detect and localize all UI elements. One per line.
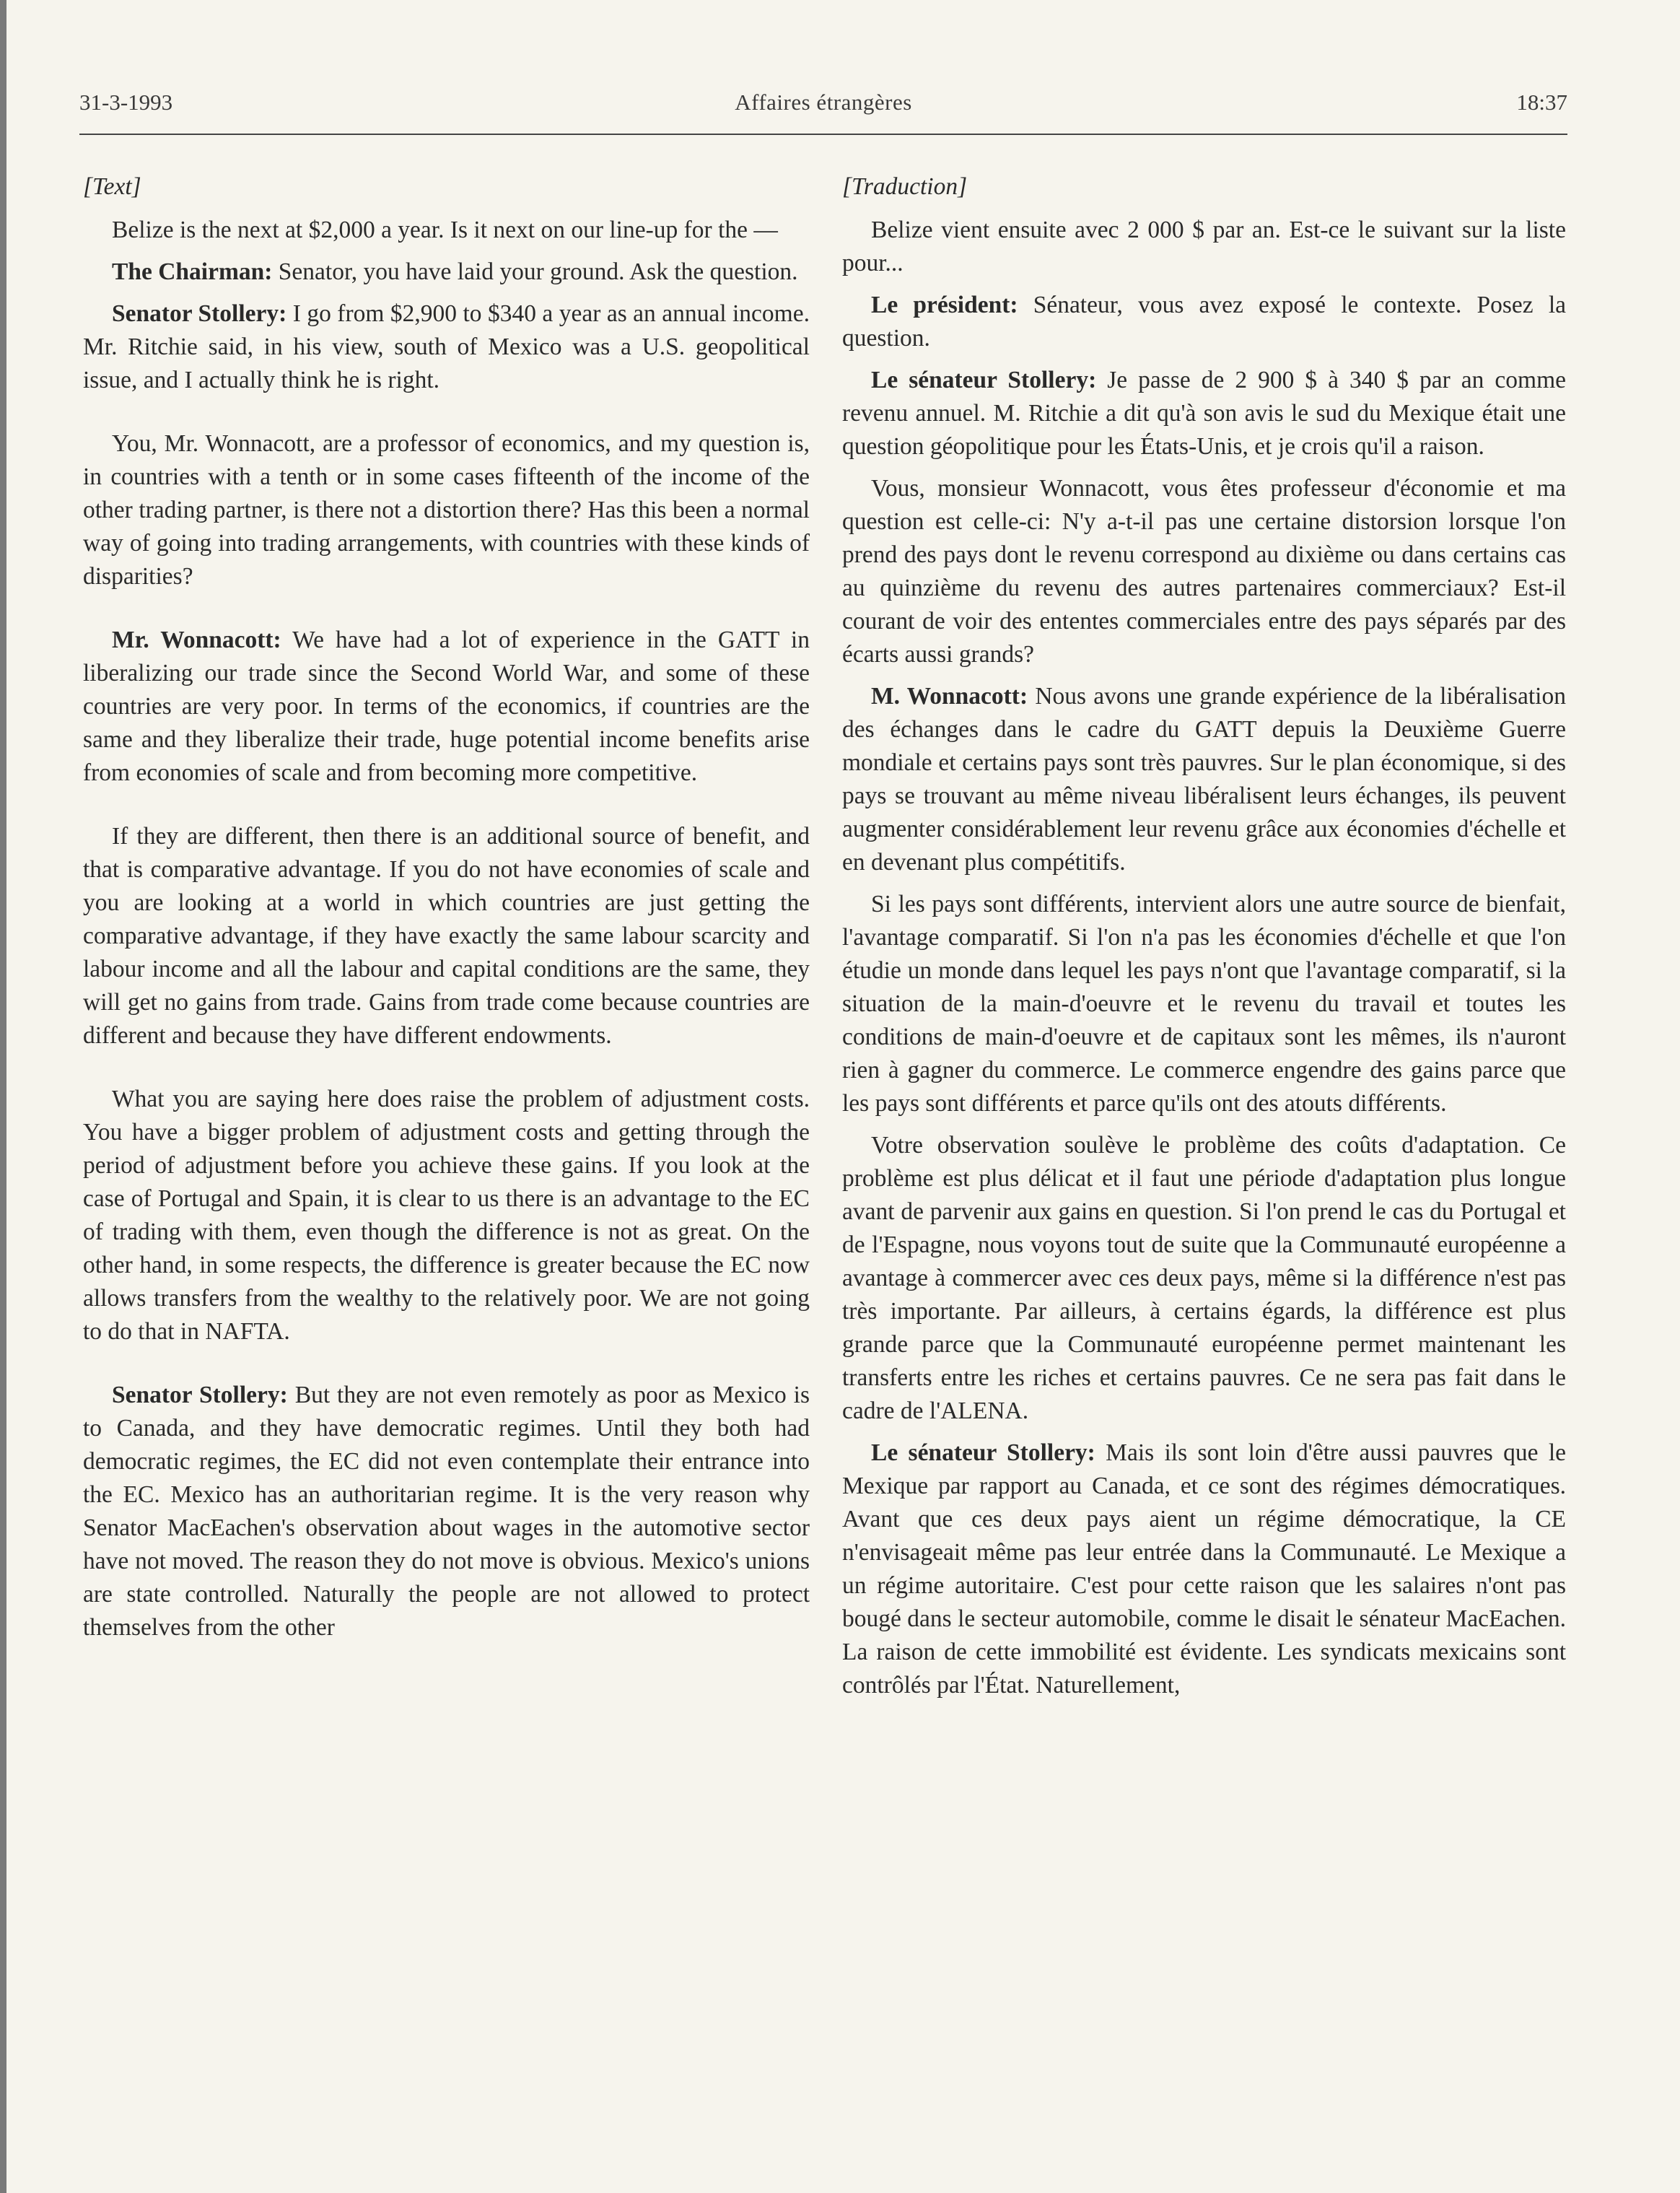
paragraph-text: Je passe de 2 900 $ à 340 $ par an comme revenu annuel. M. Ritchie a dit qu'à son avis le sud du Mexique était une question géopolitique pour les États-Unis, et je crois qu'il a raison. [842,367,1567,460]
speaker-name: Senator Stollery: [112,1382,288,1408]
paragraph-text: Senator, you have laid your ground. Ask the question. [278,258,798,285]
paragraph [83,214,810,247]
paragraph-text: But they are not even remotely as poor as Mexico is to Canada, and they have democratic regimes. Until they both had democratic regimes, the EC did not even contemplate their entrance into the EC. Mexico has an authoritarian regime. It is the very reason why Senator MacEachen's observation about wages in the automotive sector have not moved. The reason they do not move is obvious. Mexico's unions are state controlled. Naturally the people are not allowed to protect themselves from the other [83,1382,810,1641]
paragraph [842,680,1566,879]
paragraph-text: You, Mr. Wonnacott, are a professor of economics, and my question is, in countries with a tenth or in some cases fifteenth of the income of the other trading partner, is there not a distortion there? Has this been a normal way of going into trading arrangements, with countries with these kinds of disparities? [83,430,810,590]
paragraph-text: Vous, monsieur Wonnacott, vous êtes professeur d'économie et ma question est celle-ci: N'y a-t-il pas une certaine distorsion lorsque l'on prend des pays dont le revenu correspond au dixième ou dans certains cas au quinzième du revenu des autres partenaires commerciaux? Est-il courant de voir des ententes commerciales entre des pays séparés par des écarts aussi grands? [842,475,1566,668]
header-date: 31-3-1993 [79,90,173,115]
paragraph-text: We have had a lot of experience in the GATT in liberalizing our trade since the Second World War, and some of these countries are very poor. In terms of the economics, if countries are the same and they liberalize their trade, huge potential income benefits arise from economies of scale and from becoming more competitive. [83,627,810,786]
paragraph-text: Nous avons une grande expérience de la libéralisation des échanges dans le cadre du GATT depuis la Deuxième Guerre mondiale et certains pays sont très pauvres. Sur le plan économique, si des pays se trouvant au même niveau libéralisent leurs échanges, ils peuvent augmenter considérablement leur revenu grâce aux économies d'échelle et en devenant plus compétitifs. [842,683,1566,876]
header-rule [79,134,1567,135]
paragraph-text: Belize is the next at $2,000 a year. Is it next on our line-up for the — [112,217,778,243]
paragraph-text: If they are different, then there is an additional source of benefit, and that is comparative advantage. If you do not have economies of scale and you are looking at a world in which countries are just getting the comparative advantage, if they have exactly the same labour scarcity and labour income and all the labour and capital conditions are the same, they will get no gains from trade. Gains from trade come because countries are different and because they have different endowments. [83,823,810,1049]
paragraph-text: What you are saying here does raise the problem of adjustment costs. You have a bigger problem of adjustment costs and getting through the period of adjustment before you achieve these gains. If you look at the case of Portugal and Spain, it is clear to us there is an advantage to the EC of trading with them, even though the difference is not as great. On the other hand, in some respects, the difference is greater because the EC now allows transfers from the wealthy to the relatively poor. We are not going to do that in NAFTA. [83,1086,810,1345]
header-title: Affaires étrangères [735,90,912,115]
running-head [79,90,1567,133]
paragraph [842,1436,1566,1702]
paragraph [842,289,1566,355]
paragraph-text: Si les pays sont différents, intervient alors une autre source de bienfait, l'avantage comparatif. Si l'on n'a pas les économies d'échelle et que l'on étudie un monde dans lequel les pays n'ont que l'avantage comparatif, si la situation de la main-d'oeuvre et le revenu du travail et toutes les conditions de main-d'oeuvre et de capitaux sont les mêmes, ils n'auront rien à gagner du commerce. Le commerce engendre des gains parce que les pays sont différents et parce qu'ils ont des atouts différents. [842,891,1566,1117]
speaker-name: M. Wonnacott: [871,683,1028,710]
paragraph-text: Mais ils sont loin d'être aussi pauvres que le Mexique par rapport au Canada, et ce sont des régimes démocratiques. Avant que ces deux pays aient un régime démocratique, la CE n'envisageait même pas leur entrée dans la Communauté. Le Mexique a un régime autoritaire. C'est pour cette raison que les salaires n'ont pas bougé dans le secteur automobile, comme le disait le sénateur MacEachen. La raison de cette immobilité est évidente. Les syndicats mexicains sont contrôlés par l'État. Naturellement, [842,1439,1567,1699]
speaker-name: Le président: [871,292,1018,318]
paragraph [842,472,1566,671]
english-column [83,170,810,1653]
paragraph [842,364,1566,463]
paragraph [83,1083,810,1348]
paragraph [842,1129,1566,1428]
paragraph-text: I go from $2,900 to $340 a year as an annual income. Mr. Ritchie said, in his view, south of Mexico was a U.S. geopolitical issue, and I actually think he is right. [83,300,810,393]
paragraph-text: Sénateur, vous avez exposé le contexte. Posez la question. [842,292,1567,352]
speaker-name: Le sénateur Stollery: [871,367,1097,393]
paragraph [83,1379,810,1644]
speaker-name: The Chairman: [112,258,273,285]
paragraph [83,624,810,790]
paragraph-text: Votre observation soulève le problème des coûts d'adaptation. Ce problème est plus délicat et il faut une période d'adaptation plus longue avant de parvenir aux gains en question. Si l'on prend le cas du Portugal et de l'Espagne, nous voyons tout de suite que la Communauté européenne a avantage à commercer avec ces deux pays, même si la différence n'est pas très importante. Par ailleurs, à certains égards, la différence est plus grande parce que la Communauté européenne permet maintenant les transferts entre les riches et certains pauvres. Ce ne sera pas fait dans le cadre de l'ALENA. [842,1132,1566,1424]
french-column [842,170,1566,1711]
header-page-number: 18:37 [1516,90,1567,115]
paragraph-text: Belize vient ensuite avec 2 000 $ par an. Est-ce le suivant sur la liste pour... [842,217,1566,276]
translation-label: [Traduction] [842,173,968,200]
text-label: [Text] [83,173,141,200]
paragraph [83,297,810,397]
paragraph [83,427,810,593]
speaker-name: Le sénateur Stollery: [871,1439,1095,1466]
paragraph [83,820,810,1052]
speaker-name: Senator Stollery: [112,300,287,327]
paragraph [83,256,810,289]
paragraph [842,888,1566,1120]
speaker-name: Mr. Wonnacott: [112,627,281,653]
scan-edge [0,0,6,2193]
paragraph [842,214,1566,280]
